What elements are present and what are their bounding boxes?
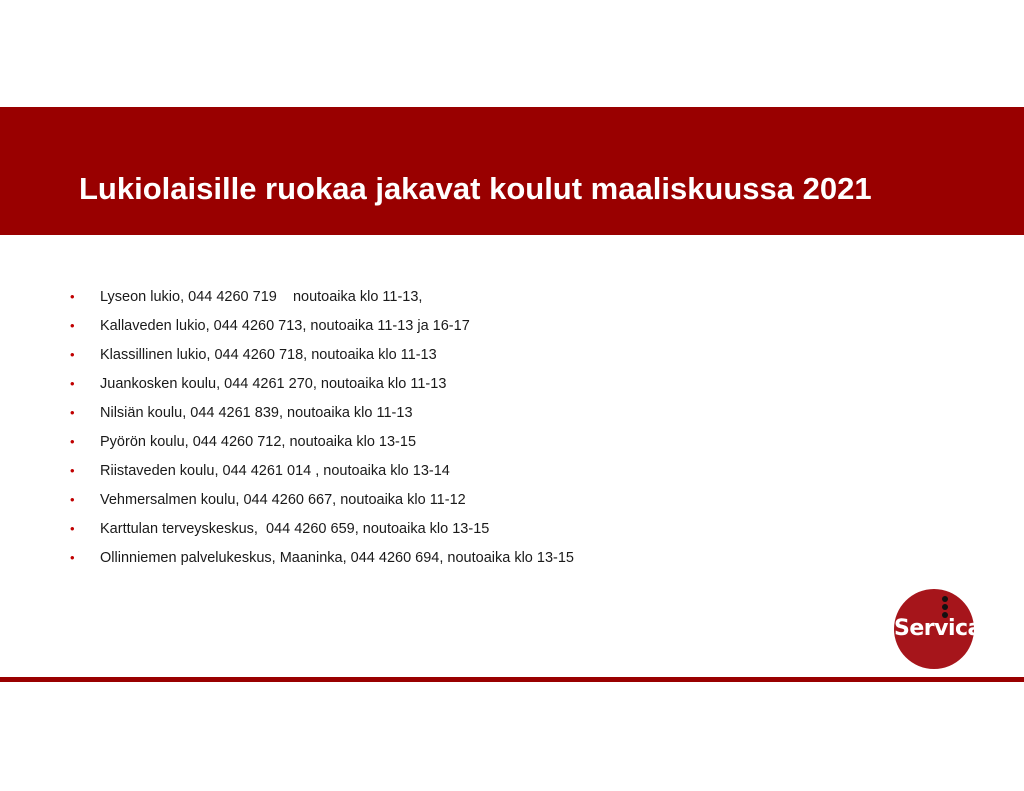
school-entry: Nilsiän koulu, 044 4261 839, noutoaika klo 11-13 [100, 405, 413, 421]
school-entry: Juankosken koulu, 044 4261 270, noutoaika klo 11-13 [100, 376, 447, 392]
list-item [70, 284, 574, 313]
logo-dot [942, 596, 948, 602]
list-item [70, 516, 574, 545]
bullet-icon: • [70, 434, 75, 449]
logo-dot [942, 604, 948, 610]
bullet-icon: • [70, 550, 75, 565]
list-item [70, 545, 574, 574]
school-entry: Karttulan terveyskeskus, 044 4260 659, noutoaika klo 13-15 [100, 521, 490, 537]
bullet-icon: • [70, 492, 75, 507]
school-entry: Ollinniemen palvelukeskus, Maaninka, 044 4260 694, noutoaika klo 13-15 [100, 550, 574, 566]
bullet-icon: • [70, 318, 75, 333]
list-item [70, 342, 574, 371]
bullet-icon: • [70, 376, 75, 391]
bullet-icon: • [70, 347, 75, 362]
bullet-icon: • [70, 289, 75, 304]
logo-text: Servica [894, 616, 982, 641]
list-item [70, 429, 574, 458]
school-entry: Vehmersalmen koulu, 044 4260 667, noutoaika klo 11-12 [100, 492, 466, 508]
bullet-icon: • [70, 463, 75, 478]
list-item [70, 371, 574, 400]
list-item [70, 400, 574, 429]
school-entry: Pyörön koulu, 044 4260 712, noutoaika klo 13-15 [100, 434, 417, 450]
school-list [70, 284, 574, 574]
school-entry: Klassillinen lukio, 044 4260 718, noutoaika klo 11-13 [100, 347, 437, 363]
bullet-icon: • [70, 405, 75, 420]
slide-title: Lukiolaisille ruokaa jakavat koulut maaliskuussa 2021 [79, 171, 872, 206]
list-item [70, 313, 574, 342]
bullet-icon: • [70, 521, 75, 536]
list-item [70, 458, 574, 487]
list-item [70, 487, 574, 516]
school-entry: Lyseon lukio, 044 4260 719 noutoaika klo 11-13, [100, 289, 423, 305]
school-entry: Kallaveden lukio, 044 4260 713, noutoaika 11-13 ja 16-17 [100, 318, 470, 334]
servica-logo [894, 589, 982, 669]
bottom-rule [0, 677, 1024, 682]
school-entry: Riistaveden koulu, 044 4261 014 , noutoaika klo 13-14 [100, 463, 450, 479]
